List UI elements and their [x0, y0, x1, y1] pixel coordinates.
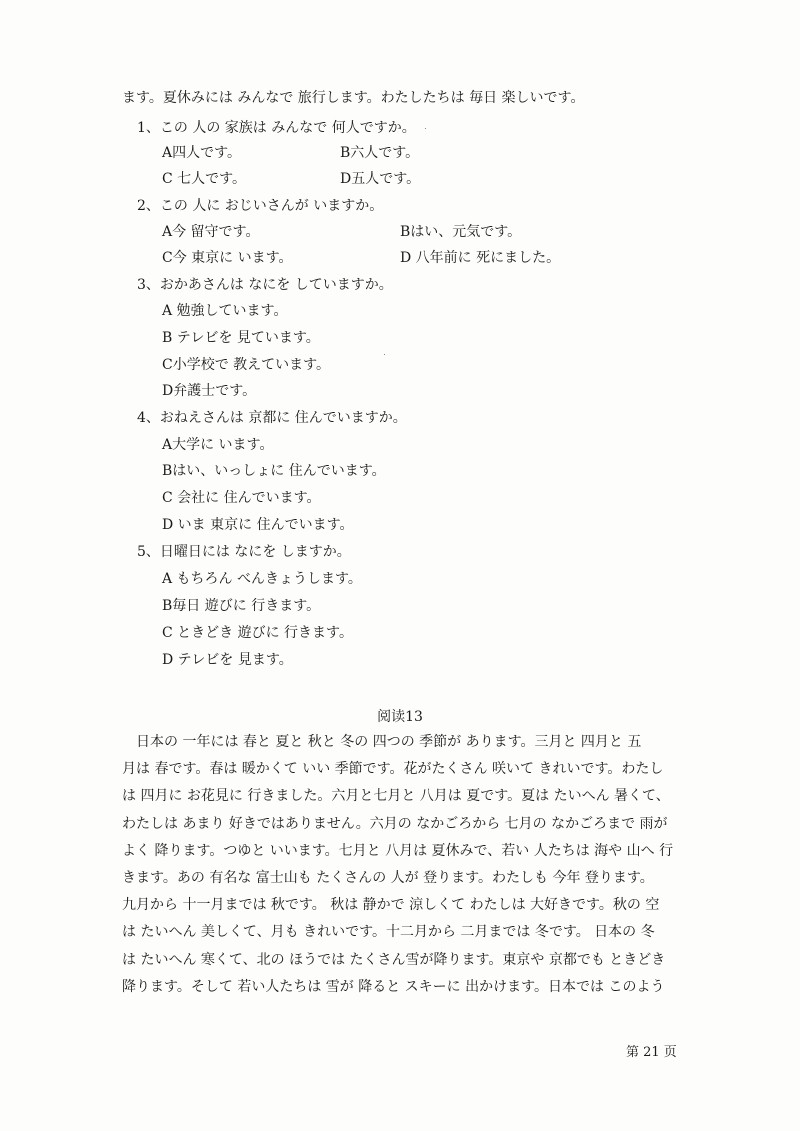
- reading-line: 降ります。そして 若い人たちは 雪が 降ると スキーに 出かけます。日本では このよう: [122, 978, 665, 995]
- reading-line: は たいへん 美しくて、月も きれいです。十二月から 二月までは 冬です。 日本の 冬: [122, 924, 655, 941]
- question-1-option-c: C 七人です。: [162, 171, 247, 187]
- reading-line: は 四月に お花見に 行きました。六月と七月と 八月は 夏です。夏は たいへん 暑くて、: [122, 788, 670, 805]
- reading-title: 阅读13: [377, 709, 423, 725]
- reading-line: きます。あの 有名な 富士山も たくさんの 人が 登ります。わたしも 今年 登ります。: [122, 870, 654, 887]
- question-2-option-d: D 八年前に 死にました。: [400, 250, 561, 266]
- page-number: 第 21 页: [626, 1045, 677, 1060]
- question-5-option-c: C ときどき 遊びに 行きます。: [162, 625, 353, 641]
- question-5-option-a: A もちろん べんきょうします。: [162, 571, 362, 587]
- reading-line: 九月から 十一月までは 秋です。 秋は 静かで 涼しくて わたしは 大好きです。秋の 空: [122, 897, 660, 914]
- question-4-prompt: 4、おねえさんは 京都に 住んでいますか。: [137, 410, 407, 426]
- question-3-option-d: D弁護士です。: [162, 383, 257, 399]
- scan-speck: [425, 128, 426, 129]
- question-4-option-b: Bはい、いっしょに 住んでいます。: [162, 463, 386, 479]
- question-2-option-b: Bはい、元気です。: [400, 224, 522, 240]
- question-3-option-a: A 勉強しています。: [162, 303, 288, 319]
- question-2-option-c: C今 東京に います。: [162, 250, 293, 266]
- question-2-option-a: A今 留守です。: [162, 224, 260, 240]
- question-5-option-b: B毎日 遊びに 行きます。: [162, 598, 321, 614]
- reading-line: 日本の 一年には 春と 夏と 秋と 冬の 四つの 季節が あります。三月と 四月と 五: [122, 734, 642, 750]
- reading-line: よく 降ります。つゆと いいます。七月と 八月は 夏休みで、若い 人たちは 海や 山へ 行: [122, 842, 674, 859]
- scan-speck: [384, 354, 385, 355]
- question-4-option-d: D いま 東京に 住んでいます。: [162, 517, 354, 533]
- question-3-prompt: 3、おかあさんは なにを していますか。: [137, 277, 393, 293]
- question-3-option-c: C小学校で 教えています。: [162, 357, 331, 373]
- question-1-prompt: 1、この 人の 家族は みんなで 何人ですか。: [137, 120, 416, 136]
- question-5-prompt: 5、日曜日には なにを しますか。: [137, 544, 351, 560]
- question-4-option-a: A大学に います。: [162, 437, 274, 453]
- reading-line: は たいへん 寒くて、北の ほうでは たくさん雪が降ります。東京や 京都でも ときどき: [122, 951, 666, 968]
- question-2-prompt: 2、この 人に おじいさんが いますか。: [137, 198, 384, 214]
- question-1-option-d: D五人です。: [340, 171, 421, 187]
- question-5-option-d: D テレビを 見ます。: [162, 652, 293, 668]
- question-1-option-b: B六人です。: [340, 145, 420, 161]
- question-3-option-b: B テレビを 見ています。: [162, 330, 320, 346]
- question-4-option-c: C 会社に 住んでいます。: [162, 490, 321, 506]
- question-1-option-a: A四人です。: [162, 145, 241, 161]
- reading-line: 月は 春です。春は 暖かくて いい 季節です。花がたくさん 咲いて きれいです。わたし: [122, 761, 664, 778]
- reading-line: わたしは あまり 好きではありません。六月の なかごろから 七月の なかごろまで 雨が: [122, 815, 668, 832]
- intro-line: ます。夏休みには みんなで 旅行します。わたしたちは 毎日 楽しいです。: [122, 90, 585, 106]
- reading-paragraph: [122, 729, 678, 1001]
